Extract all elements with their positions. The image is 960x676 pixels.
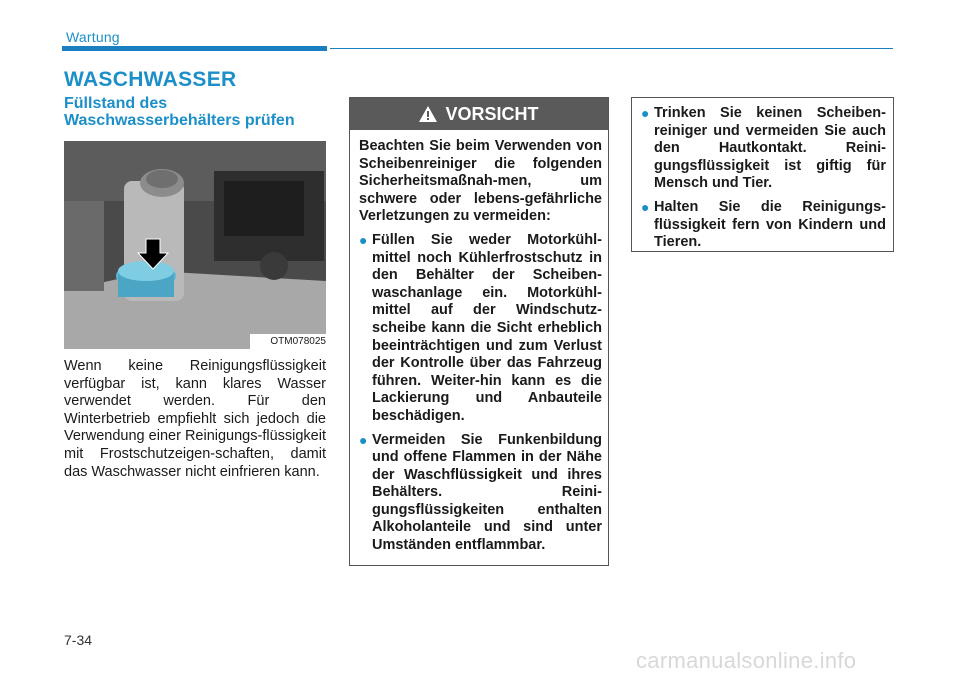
image-code: OTM078025 — [250, 334, 326, 349]
list-item — [359, 432, 602, 555]
list-item — [641, 105, 886, 193]
body-paragraph: Wenn keine Reinigungsflüssigkeit verfügbar ist, kann klares Wasser verwendet werden. Für den Winterbetrieb empfiehlt sich jedoch die Verwendung einer Reinigungs-flüssigkeit mit Frostschutzeigen-schaften, damit das Waschwasser nicht einfrieren kann. — [64, 358, 326, 480]
engine-bay-photo — [64, 141, 326, 349]
section-label: Wartung — [66, 29, 120, 45]
bullet-icon: ● — [641, 105, 650, 121]
engine-bay-illustration — [64, 141, 326, 349]
watermark: carmanualsonline.info — [636, 648, 857, 673]
bullet-text: Trinken Sie keinen Scheiben-reiniger und vermeiden Sie auch den Hautkontakt. Reini-gungsflüssigkeit ist giftig für Mensch und Tier. — [654, 105, 886, 192]
page-title: WASCHWASSER — [64, 68, 237, 91]
bullet-text: Füllen Sie weder Motorkühl-mittel noch Kühlerfrostschutz in den Behälter der Scheiben-waschanlage ein. Motorkühl-mittel auf der Windschutz-scheibe kann die Sicht erheblich beeinträchtigen und zum Verlust der Kontrolle über das Fahrzeug führen. Weiter-hin kann es die Lackierung und Anbauteile beschädigen. — [372, 231, 602, 424]
bullet-icon: ● — [359, 231, 368, 248]
header-bar — [62, 46, 327, 51]
list-item — [359, 232, 602, 426]
caution-continued-body — [641, 105, 886, 252]
page-number: 7-34 — [64, 632, 93, 648]
list-item — [641, 199, 886, 252]
caution-title: VORSICHT — [445, 103, 539, 124]
bullet-text: Vermeiden Sie Funkenbildung und offene Flammen in der Nähe der Waschflüssigkeit und ihres Behälters. Reini-gungsflüssigkeiten enthalten Alkoholanteile und sind unter Umständen entflammbar. — [372, 431, 602, 554]
caution-continued-box — [631, 97, 894, 252]
caution-header — [350, 98, 608, 130]
header-rule — [330, 48, 893, 49]
caution-intro: Beachten Sie beim Verwenden von Scheibenreiniger die folgenden Sicherheitsmaßnah-men, um schwere oder lebens-gefährliche Verletzungen zu vermeiden: — [359, 138, 602, 225]
subsection-title: Füllstand des Waschwasserbehälters prüfen — [64, 95, 295, 129]
caution-box — [349, 97, 609, 566]
bullet-icon: ● — [359, 431, 368, 448]
caution-body — [359, 138, 602, 555]
bullet-text: Halten Sie die Reinigungs-flüssigkeit fern von Kindern und Tieren. — [654, 198, 886, 251]
warning-triangle-icon — [419, 106, 437, 122]
bullet-icon: ● — [641, 198, 650, 215]
